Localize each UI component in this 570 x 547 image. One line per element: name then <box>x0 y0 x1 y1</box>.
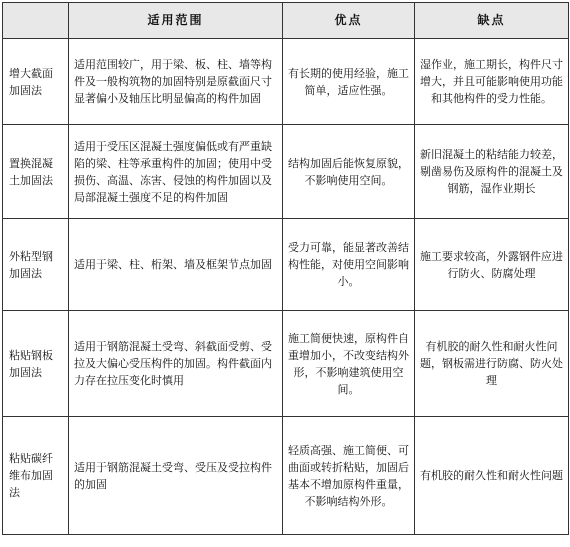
table-row <box>3 125 569 219</box>
scope-cell: 适用范围较广，用于梁、板、柱、墙等构件及一般构筑物的加固特别是原截面尺寸显著偏小及轴压比明显偏高的构件加固 <box>69 39 283 125</box>
header-pros: 优点 <box>283 3 415 39</box>
method-cell: 外粘型钢加固法 <box>3 219 69 311</box>
pros-cell: 结构加固后能恢复原貌，不影响使用空间。 <box>283 125 415 219</box>
scope-cell: 适用于受压区混凝土强度偏低或有严重缺陷的梁、柱等承重构件的加固；使用中受损伤、高温、冻害、侵蚀的构件加固以及局部混凝土强度不足的构件加固 <box>69 125 283 219</box>
table-header-row <box>3 3 569 39</box>
pros-cell: 施工简便快速，原构件自重增加小，不改变结构外形，不影响建筑使用空间。 <box>283 311 415 417</box>
scope-cell: 适用于梁、柱、桁架、墙及框架节点加固 <box>69 219 283 311</box>
header-cons: 缺点 <box>415 3 569 39</box>
table-row <box>3 219 569 311</box>
cons-cell: 施工要求较高，外露钢件应进行防火、防腐处理 <box>415 219 569 311</box>
cons-cell: 湿作业，施工期长，构件尺寸增大，并且可能影响使用功能和其他构件的受力性能。 <box>415 39 569 125</box>
pros-cell: 受力可靠，能显著改善结构性能，对使用空间影响小。 <box>283 219 415 311</box>
reinforcement-methods-table <box>2 2 569 535</box>
method-cell: 粘贴碳纤维布加固法 <box>3 417 69 535</box>
header-scope: 适用范围 <box>69 3 283 39</box>
pros-cell: 轻质高强、施工简便、可曲面或转折粘贴，加固后基本不增加原构件重量，不影响结构外形。 <box>283 417 415 535</box>
table-row <box>3 39 569 125</box>
scope-cell: 适用于钢筋混凝土受弯、受压及受拉构件的加固 <box>69 417 283 535</box>
table-row <box>3 417 569 535</box>
cons-cell: 新旧混凝土的粘结能力较差，剔凿易伤及原构件的混凝土及钢筋，湿作业期长 <box>415 125 569 219</box>
table-row <box>3 311 569 417</box>
method-cell: 置换混凝土加固法 <box>3 125 69 219</box>
method-cell: 粘贴钢板加固法 <box>3 311 69 417</box>
header-method <box>3 3 69 39</box>
cons-cell: 有机胶的耐久性和耐火性问题 <box>415 417 569 535</box>
pros-cell: 有长期的使用经验，施工简单，适应性强。 <box>283 39 415 125</box>
cons-cell: 有机胶的耐久性和耐火性问题，钢板需进行防腐、防火处理 <box>415 311 569 417</box>
scope-cell: 适用于钢筋混凝土受弯、斜截面受剪、受拉及大偏心受压构件的加固。构件截面内力存在拉压变化时慎用 <box>69 311 283 417</box>
method-cell: 增大截面加固法 <box>3 39 69 125</box>
